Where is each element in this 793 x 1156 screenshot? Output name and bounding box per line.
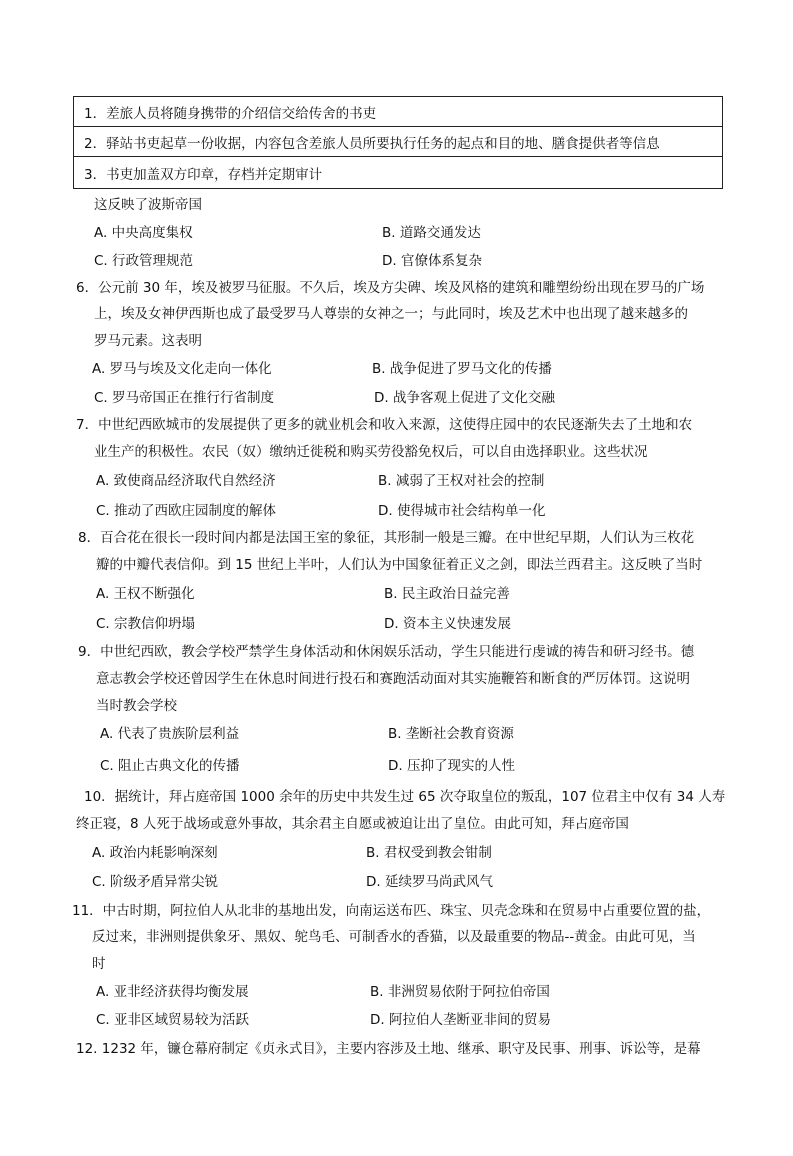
- q6-stem-line: 上，埃及女神伊西斯也成了最受罗马人尊崇的女神之一；与此同时，埃及艺术中也出现了越来越多的: [94, 306, 688, 322]
- q6-option-d: D. 战争客观上促进了文化交融: [374, 390, 555, 406]
- q9-stem-line: 9．中世纪西欧，教会学校严禁学生身体活动和休闲娱乐活动，学生只能进行虔诚的祷告和研习经书。德: [78, 644, 695, 660]
- q5-option-a: A. 中央高度集权: [94, 225, 193, 241]
- q7-option-c: C. 推动了西欧庄园制度的解体: [96, 503, 277, 519]
- info-table: [73, 96, 723, 189]
- table-row: [74, 157, 722, 188]
- q6-option-b: B. 战争促进了罗马文化的传播: [372, 361, 552, 377]
- table-cell: 3．书吏加盖双方印章，存档并定期审计: [84, 166, 323, 183]
- q5-option-c: C. 行政管理规范: [94, 253, 194, 269]
- q9-option-d: D. 压抑了现实的人性: [388, 758, 515, 774]
- q5-option-d: D. 官僚体系复杂: [382, 253, 482, 269]
- q8-option-d: D. 资本主义快速发展: [384, 616, 511, 632]
- q11-option-d: D. 阿拉伯人垄断亚非间的贸易: [370, 1012, 551, 1028]
- q7-option-b: B. 减弱了王权对社会的控制: [378, 473, 545, 489]
- table-row: [74, 97, 722, 127]
- q7-option-d: D. 使得城市社会结构单一化: [378, 503, 546, 519]
- q9-stem-line: 意志教会学校还曾因学生在休息时间进行投石和赛跑活动面对其实施鞭笞和断食的严厉体罚。这说明: [96, 671, 690, 687]
- q10-option-a: A. 政治内耗影响深刻: [92, 845, 218, 861]
- q7-option-a: A. 致使商品经济取代自然经济: [96, 473, 276, 489]
- q9-option-c: C. 阻止古典文化的传播: [100, 758, 240, 774]
- q10-option-d: D. 延续罗马尚武风气: [366, 874, 493, 890]
- q6-option-c: C. 罗马帝国正在推行行省制度: [94, 390, 275, 406]
- q6-stem-line: 6．公元前 30 年，埃及被罗马征服。不久后，埃及方尖碑、埃及风格的建筑和雕塑纷纷出现在罗马的广场: [76, 280, 705, 296]
- q11-stem-line: 时: [92, 956, 106, 972]
- q9-option-b: B. 垄断社会教育资源: [388, 726, 514, 742]
- table-row: [74, 127, 722, 157]
- q10-stem-line: 终正寝，8 人死于战场或意外事故，其余君主自愿或被迫让出了皇位。由此可知，拜占庭帝国: [76, 816, 629, 832]
- q11-stem-line: 11．中古时期，阿拉伯人从北非的基地出发，向南运送布匹、珠宝、贝壳念珠和在贸易中占重要位置的盐，: [72, 903, 711, 919]
- q8-stem-line: 瓣的中瓣代表信仰。到 15 世纪上半叶，人们认为中国象征着正义之剑，即法兰西君主。这反映了当时: [96, 557, 703, 573]
- q7-stem-line: 7．中世纪西欧城市的发展提供了更多的就业机会和收入来源，这使得庄园中的农民逐渐失去了土地和农: [76, 417, 693, 433]
- q8-stem-line: 8．百合花在很长一段时间内都是法国王室的象征，其形制一般是三瓣。在中世纪早期，人们认为三枚花: [78, 530, 695, 546]
- table-cell: 2．驿站书吏起草一份收据，内容包含差旅人员所要执行任务的起点和目的地、膳食提供者等信息: [84, 135, 660, 152]
- q11-option-a: A. 亚非经济获得均衡发展: [96, 984, 249, 1000]
- q11-stem-line: 反过来，非洲则提供象牙、黑奴、鸵鸟毛、可制香水的香猫，以及最重要的物品--黄金。由此可见，当: [92, 929, 696, 945]
- q8-option-a: A. 王权不断强化: [96, 586, 195, 602]
- q10-option-c: C. 阶级矛盾异常尖锐: [92, 874, 219, 890]
- q10-stem-line: 10．据统计，拜占庭帝国 1000 余年的历史中共发生过 65 次夺取皇位的叛乱，107 位君主中仅有 34 人寿: [84, 789, 726, 805]
- q11-option-c: C. 亚非区域贸易较为活跃: [96, 1012, 250, 1028]
- q8-option-c: C. 宗教信仰坍塌: [96, 616, 196, 632]
- q10-option-b: B. 君权受到教会钳制: [366, 845, 492, 861]
- q5-option-b: B. 道路交通发达: [382, 225, 481, 241]
- q7-stem-line: 业生产的积极性。农民（奴）缴纳迁徙税和购买劳役豁免权后，可以自由选择职业。这些状况: [94, 444, 648, 460]
- q5-stem: 这反映了波斯帝国: [94, 197, 202, 213]
- q11-option-b: B. 非洲贸易依附于阿拉伯帝国: [370, 984, 550, 1000]
- q12-stem-line: 12. 1232 年，镰仓幕府制定《贞永式目》，主要内容涉及土地、继承、职守及民事、刑事、诉讼等，是幕: [76, 1041, 701, 1057]
- table-cell: 1．差旅人员将随身携带的介绍信交给传舍的书吏: [84, 105, 377, 122]
- q6-option-a: A. 罗马与埃及文化走向一体化: [92, 361, 272, 377]
- q8-option-b: B. 民主政治日益完善: [384, 586, 510, 602]
- q9-stem-line: 当时教会学校: [96, 698, 177, 714]
- q9-option-a: A. 代表了贵族阶层利益: [100, 726, 240, 742]
- q6-stem-line: 罗马元素。这表明: [94, 333, 202, 349]
